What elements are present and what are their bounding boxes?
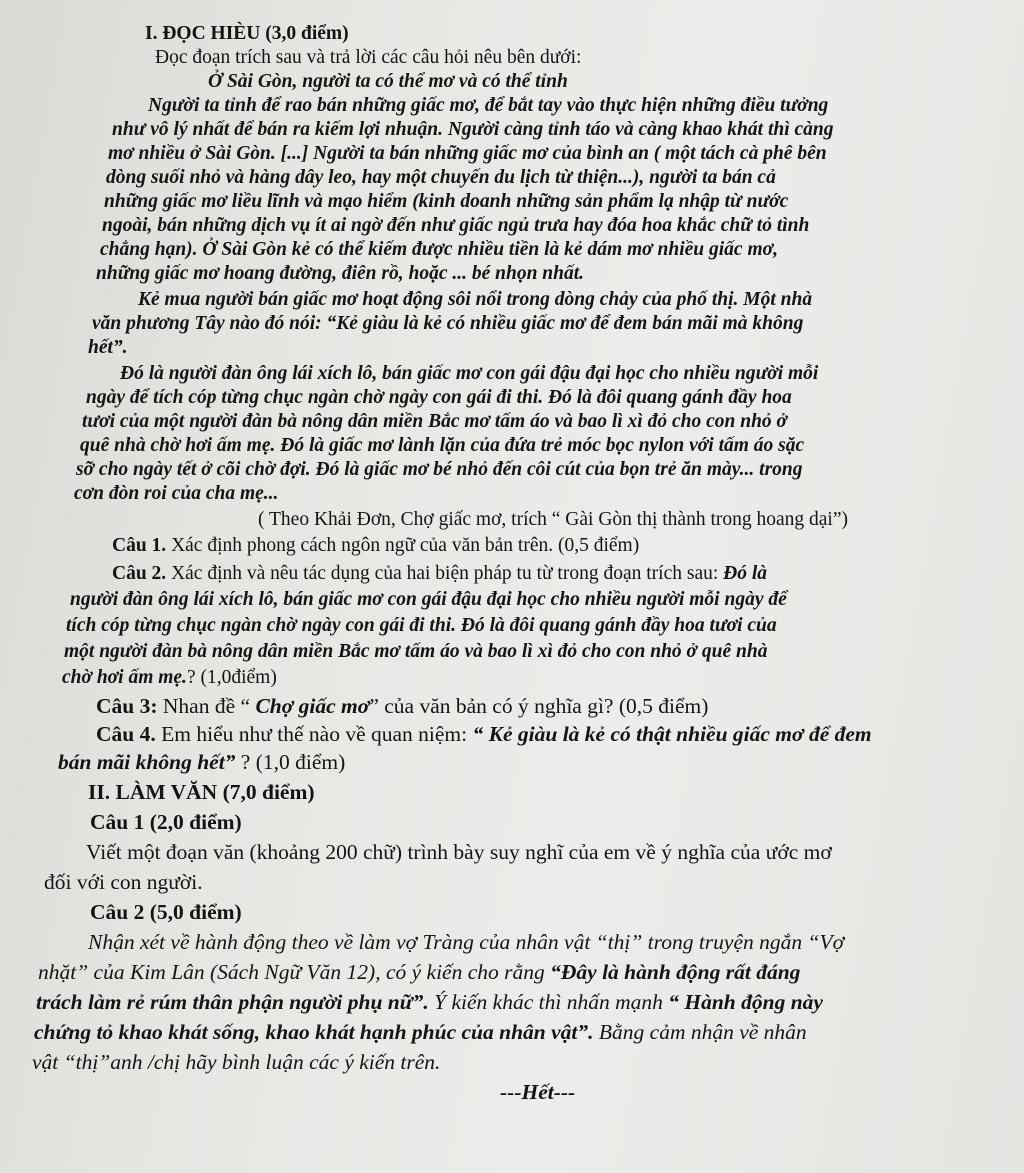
question-2-label: Câu 2. [112,563,167,584]
passage-line: những giấc mơ hoang đường, điên rồ, hoặc ... bé nhọn nhất. [96,263,585,284]
essay-2-quote: chứng tỏ khao khát sống, khao khát hạnh phúc của nhân vật”. [34,1020,594,1044]
question-2-quote-start: Đó là [723,563,768,584]
passage-line: những giấc mơ liều lĩnh và mạo hiểm (kinh doanh những sản phẩm lạ nhập từ nước [104,191,789,212]
section-1-title: I. ĐỌC HIÈU (3,0 điểm) [145,23,349,44]
question-3-title: Chợ giấc mơ [255,694,370,718]
question-2-points: ? (1,0điểm) [186,667,277,688]
essay-2-text: nhặt” của Kim Lân (Sách Ngữ Văn 12), có ý kiến cho rằng [38,960,551,984]
essay-1-line: Viết một đoạn văn (khoảng 200 chữ) trình bày suy nghĩ của em về ý nghĩa của ước mơ [86,840,832,864]
essay-2-label: Câu 2 (5,0 điểm) [90,900,242,924]
question-1 [112,534,639,558]
passage-line: hết”. [88,337,128,358]
essay-2-line [38,958,800,986]
essay-2-quote: trách làm rẻ rúm thân phận người phụ nữ”. [36,990,429,1014]
question-2 [112,562,767,586]
reading-instruction: Đọc đoạn trích sau và trả lời các câu hỏi nêu bên dưới: [155,47,582,68]
question-4 [96,720,872,748]
section-2-title: II. LÀM VĂN (7,0 điểm) [88,780,315,804]
question-4-cont [58,748,345,776]
passage-line: quê nhà chờ hơi ấm mẹ. Đó là giấc mơ lành lặn của đứa trẻ móc bọc nylon với tấm áo sặc [80,435,805,456]
question-3-text-b: ” của văn bản có ý nghĩa gì? (0,5 điểm) [369,694,709,718]
passage-title: Ở Sài Gòn, người ta có thể mơ và có thể tỉnh [208,71,568,92]
passage-line: ngày để tích cóp từng chục ngàn chờ ngày con gái đi thi. Đó là đôi quang gánh đầy hoa [86,387,792,408]
essay-2-line: vật “thị”anh /chị hãy bình luận các ý kiến trên. [32,1050,441,1074]
essay-2-line: Nhận xét về hành động theo về làm vợ Tràng của nhân vật “thị” trong truyện ngắn “Vợ [88,930,845,954]
passage-line: dòng suối nhỏ và hàng dây leo, hay một chuyến du lịch từ thiện...), người ta bán cả [106,167,776,188]
question-2-quote-end: chờ hơi ấm mẹ. [62,667,187,688]
passage-line: tươi của một người đàn bà nông dân miền Bắc mơ tấm áo và bao lì xì đỏ cho con nhỏ ở [82,411,788,432]
question-3-text-a: Nhan đề “ [157,694,256,718]
passage-line: mơ nhiều ở Sài Gòn. [...] Người ta bán những giấc mơ của bình an ( một tách cà phê bên [108,143,827,164]
passage-line: chẳng hạn). Ở Sài Gòn kẻ có thể kiếm được nhiều tiền là kẻ dám mơ nhiều giấc mơ, [100,239,778,260]
question-2-quote-line: người đàn ông lái xích lô, bán giấc mơ con gái đậu đại học cho nhiều người mỗi ngày để [70,589,787,610]
question-1-label: Câu 1. [112,535,167,556]
question-4-label: Câu 4. [96,722,156,746]
question-2-end [62,666,277,690]
essay-2-text: Ý kiến khác thì nhấn mạnh [428,990,669,1014]
passage-line: ngoài, bán những dịch vụ ít ai ngờ đến như giấc ngủ trưa hay đóa hoa khắc chữ tỏ tình [102,215,810,236]
question-4-quote-end: bán mãi không hết” [58,750,236,774]
essay-2-line [34,1018,807,1046]
question-1-text: Xác định phong cách ngôn ngữ của văn bản trên. (0,5 điểm) [166,535,640,556]
passage-source: ( Theo Khải Đơn, Chợ giấc mơ, trích “ Gài Gòn thị thành trong hoang dại”) [258,509,848,530]
passage-line: Đó là người đàn ông lái xích lô, bán giấc mơ con gái đậu đại học cho nhiều người mỗi [120,363,819,384]
end-mark: ---Hết--- [500,1080,576,1104]
question-4-quote: “ Kẻ giàu là kẻ có thật nhiều giấc mơ để đem [472,722,872,746]
passage-line: cơn đòn roi của cha mẹ... [74,483,279,504]
essay-2-quote: “Đây là hành động rất đáng [550,960,801,984]
question-4-points: ? (1,0 điểm) [235,750,346,774]
passage-line: Người ta tỉnh để rao bán những giấc mơ, để bắt tay vào thực hiện những điều tưởng [148,95,829,116]
passage-line: Kẻ mua người bán giấc mơ hoạt động sôi nổi trong dòng chảy của phố thị. Một nhà [138,289,813,310]
passage-line: như vô lý nhất để bán ra kiếm lợi nhuận. Người càng tỉnh táo và càng khao khát thì càng [112,119,834,140]
question-4-text: Em hiểu như thế nào về quan niệm: [155,722,473,746]
question-3-label: Câu 3: [96,694,158,718]
essay-2-text: Bằng cảm nhận về nhân [593,1020,807,1044]
essay-1-line: đối với con người. [44,870,203,894]
passage-line: sỡ cho ngày tết ở cõi chờ đợi. Đó là giấc mơ bé nhỏ đến côi cút của bọn trẻ ăn mày... trong [76,459,803,480]
question-2-text: Xác định và nêu tác dụng của hai biện pháp tu từ trong đoạn trích sau: [166,563,724,584]
essay-1-label: Câu 1 (2,0 điểm) [90,810,242,834]
question-2-quote-line: một người đàn bà nông dân miền Bắc mơ tấm áo và bao lì xì đỏ cho con nhỏ ở quê nhà [64,641,768,662]
passage-line: văn phương Tây nào đó nói: “Kẻ giàu là kẻ có nhiều giấc mơ để đem bán mãi mà không [92,313,804,334]
question-2-quote-line: tích cóp từng chục ngàn chờ ngày con gái đi thi. Đó là đôi quang gánh đầy hoa tươi của [66,615,777,636]
essay-2-line [36,988,823,1016]
essay-2-quote: “ Hành động này [668,990,823,1014]
question-3 [96,692,708,720]
